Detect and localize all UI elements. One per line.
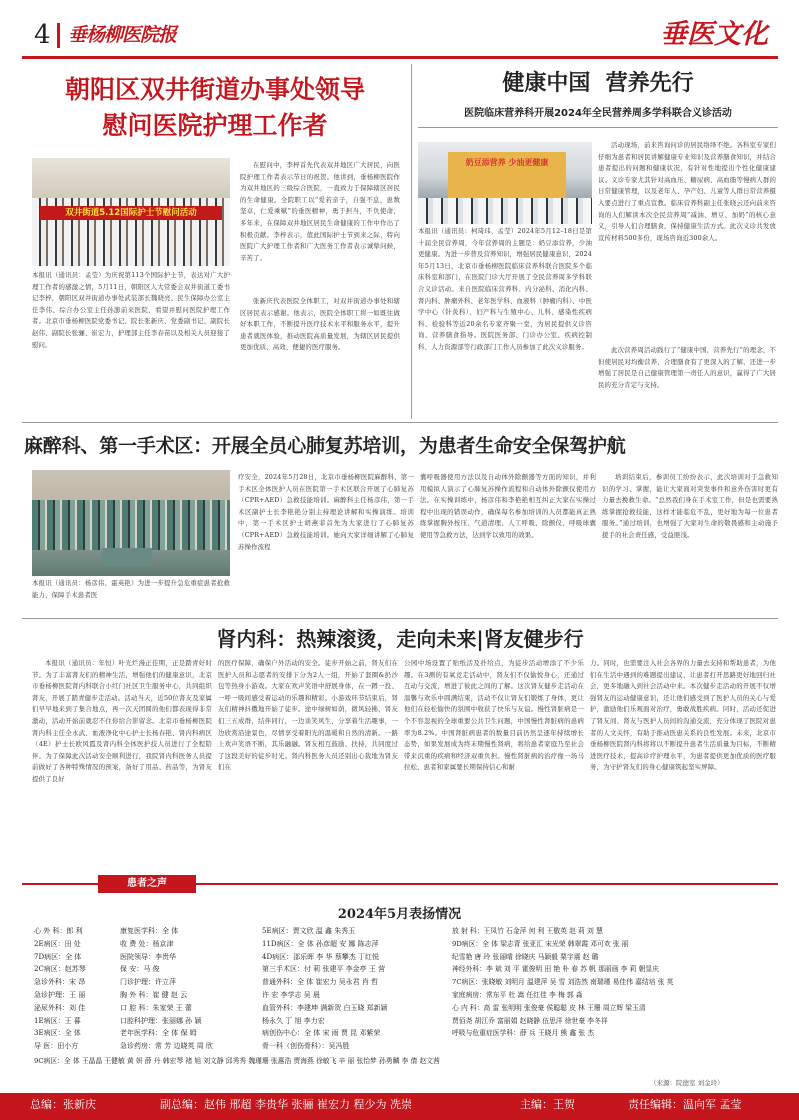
list-item: 血管外科：李建坤 满新贺 白玉晓 郑新颖	[262, 1003, 388, 1012]
list-item: 4D病区：邵乐晖 李 华 蔡攀杰 丁红悦	[262, 952, 379, 961]
section-rule-1	[22, 422, 778, 423]
list-item: 急诊护理：王 丽	[34, 990, 86, 999]
list-item: 急诊药房：常 芳 边晓英 周 欣	[120, 1042, 213, 1051]
article2-col3: 此次营养周活动践行了“健康中国，营养先行”的理念，不但使居民对均衡营养、合理膳食有了更深入的了解，还进一步增强了居民是自己健康管理第一责任人的意识，赢得了广大居民的充分肯定与支持。	[598, 346, 776, 389]
article2-col1: 本报讯（通讯员：柯琦玮、孟莹）2024年5月12–18日是第十届全民营养周，今年营养周的主题是：奶豆添营养，少油更健康。为进一步普及营养知识，增强居民健康意识，2024年5月13日，北京市垂杨柳医院临床营养科联合医院多个临床科室和部门，在医院门诊大厅开展了全民营养周多学科联合义诊活动。来自医院临床营养科、内分泌科、消化内科、肾内科、肿瘤外科、老年医学科、血液科（肿瘤内科）、中医学中心（针灸科）、妇产科与生殖中心、儿科、感染性疾病科、检验科等近20余名专家齐聚一堂，为居民提供义诊咨询、营养膳食指导。医院医务部、门诊办公室、疾病控制科、人力资源部等行政部门工作人员参加了此次义诊服务。	[418, 227, 592, 351]
list-item: 保 安：马 俊	[120, 965, 160, 974]
footer-responsible: 责任编辑：温向军 孟莹	[628, 1098, 742, 1111]
article3-title: 麻醉科、第一手术区：开展全员心肺复苏培训，为患者生命安全保驾护航	[24, 435, 626, 457]
list-item: 口腔科护理：张丽娜 孙 颖	[120, 1016, 202, 1025]
list-item: 放 射 科：王凤竹 石金萍 何 利 王敬英 赵 莉 刘 慧	[452, 927, 603, 935]
article3-photo	[32, 470, 230, 576]
article2-title: 健康中国 营养先行	[502, 71, 694, 96]
praise-col2	[120, 925, 260, 1053]
praise-banner: 患者之声	[98, 875, 196, 893]
header-rule	[22, 56, 778, 59]
article1-col3: 张新庆代表医院全体职工，对双井街道办事处和辖区居民表示感谢。他表示，医院全体职工将一如既往做好本职工作，不断提升医疗技术水平和服务水平，提升患者就医体验，推动医院高质量发展，为辖区居民提供更加优质、高效、便捷的医疗服务。	[240, 297, 400, 352]
page-number: 4	[34, 20, 51, 50]
article1-photo-banner: 双井街道5.12国际护士节慰问活动	[40, 206, 222, 220]
list-item: 老年医学科：全 体 保 姆	[120, 1029, 197, 1038]
list-item: 1E病区：王 暮	[34, 1016, 81, 1025]
list-item: 9D病区：全 体 梁志青 张亚汇 宋光荣 韩翠霞 邓可欢 张 丽	[452, 939, 629, 948]
list-item: 口 腔 科：朱家荣 王 蕾	[120, 1003, 192, 1012]
list-item: 家庭病房：常东平 杜 嵩 任红佳 李 梅 郭 淼	[452, 990, 583, 999]
list-item: 病创伤中心：全 体 宋 雨 贾 昆 邓紫荣	[262, 1029, 381, 1038]
list-item: 普通外科：全 体 崔宏力 吴永君 肖 哲	[262, 978, 379, 987]
list-item: 泌尿外科：刘 佳	[34, 1003, 86, 1012]
article4-col1: 本报讯（通讯员：年恒）叶光烂漫正佳期，正是踏青好时节。为了丰富肾友们的精神生活，增强他们的健康意识，北京市垂杨柳医院肾内科联合小红门社区卫生服务中心，共同组织肾友，开展了踏青健步走活动。活动当天，近50位肾友及家属们早早地来到了集合地点，再一次天团圆的他们都表现得非常激动，活动开始前就忍不住你给合影留念。北京市垂杨柳医院肾内科主任全永武、血液净化中心护士长杨春艳、肾内科病区（4E）护士长欧风霞及肾内科全体医护技人员进行了全程陪伴。为了保障此次活动安全顺利进行，我院肾内科医务人员提前做好了各种特殊情况的预案，备好了用品、药品等，为肾友提供了良好	[32, 659, 212, 783]
list-item: 收 费 处：杨京津	[120, 939, 174, 948]
list-item: 心 外 科：郎 利	[34, 927, 83, 935]
article3-col1: 疗安全，2024年5月28日，北京市垂杨柳医院麻醉科、第一手术区全体医护人员在医院第一手术区联合开展了心肺复苏（CPR+AED）急救技能培训。麻醉科主任杨彦伟，第一手术区副护士长李艳艳分别主持理论讲解和实操演练。培训中，第一手术区护士胡燕菲首先为大家进行了心肺复苏（CPR+AED）急救技能培训。她向大家详细讲解了心肺复苏操作流程	[238, 473, 414, 551]
article3-col2: 囊呼吸器使用方法以及自动体外除颤器等方面的知识，并利用模拟人演示了心肺复苏操作流程和自动体外除颤仪使用方法。在实操训练中，杨彦伟和李艳艳相互纠正大家在实操过程中出现的错误动作，确保每名参加培训的人员都能真正熟练掌握胸外按压、气道清理、人工呼吸、除颤仪、呼吸球囊使用等急救方法，达到学以致用的效果。	[420, 473, 596, 539]
praise-col3	[262, 925, 450, 1053]
list-item: 神经外科：李 斌 刘 平 霍俊明 田 艳 朴 春 苏 帆 那丽画 李 莉 朝显庆	[452, 965, 659, 974]
list-item: 纪雪艳 唐 玲 张丽晴 徐晓庆 马颖毅 栗宇震 赵 璐	[452, 952, 599, 961]
list-item: 第三手术区：付 莉 张建平 李金亭 王 营	[262, 965, 386, 974]
list-item: 7C病区：张晓敏 刘明月 温建萍 吴 雪 刘浩然 南瑞瑾 易佳伟 嘉结培 张 英	[452, 978, 674, 987]
article2-col2: 活动现场，前来咨询问诊的居民络绎不绝。各科室专家们仔细为患者和居民讲解健康专业知识及营养膳食知识，并结合患者提出的问题和健康状况，有针对性地提出个性化健康建议。义诊专家尤其针对高血压、糖尿病、高血脂等慢病人群的日常健康管理，以及老年人、孕产妇、儿童等人群日常营养摄入要点进行了重点宣教。临床营养科副主任张晓云还向前来咨询的人们解读本次全民营养周“减油、增豆、加奶”的核心意义，引导人们合理膳食，保持健康生活方式。此次义诊共发放宣传材料500多份，现场咨询近300余人。	[598, 141, 776, 242]
praise-col4	[452, 925, 778, 1040]
list-item: 门诊护理：许立萍	[120, 978, 176, 987]
paper-name: 垂杨柳医院报	[68, 24, 177, 46]
list-item: 胸 外 科：崔 健 赵 云	[120, 990, 188, 999]
list-item: 许 宏 李学志 吴 晨	[262, 990, 320, 999]
column-divider-top	[411, 64, 412, 419]
article2-rule	[418, 127, 778, 128]
list-item: 骨一科（创伤骨科）：吴冯胜	[262, 1042, 350, 1051]
section-rule-2	[22, 618, 778, 619]
list-item: 3E病区：全 体	[34, 1029, 81, 1038]
footer-editor: 主编：王贺	[520, 1098, 575, 1111]
article4-col2: 的医疗保障，确保户外活动的安全。徒步开始之前，肾友们在医护人员和志愿者的安排下分为2人一组，开始了套圈&扔沙包等热身小游戏。大家在欢声笑语中舒展身体，在一蹲一投、一呼一吸间感受着运动的乐趣和精彩。小游戏环节结束后，肾友们精神抖擞地开始了徒步。途中绿树如荫，微风轻拂，肾友们三五成群，结伴同行，一边谈笑风生，分享着生活趣事，一边欣赏沿途景色，尽情享受着阳光的温暖和自然的清新。一路上欢声笑语不断，其乐融融。肾友相互鼓励、扶持，共同度过了这段美好的徒步时光。肾内科医务人员还别出心裁地为肾友们在	[218, 659, 398, 772]
article2-photo	[418, 142, 592, 224]
list-item: 心 内 科：高 雷 张明明 张俊豪 侯聪聪 皮 林 王珊 周立辉 梁玉清	[452, 1003, 646, 1012]
footer-chief: 总编：张新庆	[30, 1098, 96, 1111]
list-item: 康复医学科：全 体	[120, 927, 179, 935]
article1-title	[26, 72, 404, 144]
article1-title-line1: 朝阳区双井街道办事处领导	[64, 75, 365, 104]
article2-photo-sign: 奶豆添营养 少油更健康	[465, 158, 549, 167]
list-item: 急诊外科：宋 昂	[34, 978, 86, 987]
praise-col1	[34, 925, 118, 1053]
article1-photo	[32, 158, 230, 266]
list-item: 2E病区：田 处	[34, 939, 81, 948]
praise-bottom-line: 9C病区：全 体 王晶晶 王健敏 黄 妍 薛 丹 韩宏琴 褚 旭 刘文静 邱秀秀 魏瑾珊 张惠浩 贾海燕 徐敏飞 辛 丽 张怡梦 孙勇麟 李 倩 赵文茜	[34, 1057, 440, 1065]
list-item: 医院领导：李贵华	[120, 952, 176, 961]
footer-deputies: 副总编：赵伟 邢超 李贵华 张骊 崔宏力 程少为 冼崇	[160, 1098, 412, 1111]
list-item: 贾佰尧 胡江乔 富丽娟 赵晓静 伍思洋 徐世豪 李冬祥	[452, 1016, 608, 1025]
article1-col2: 在慰问中，李梓首先代表双井地区广大居民，向医院护理工作者表示节日的祝贺。他讲到，垂杨柳医院作为双井地区的三级综合医院，一直致力于保障辖区居民的生命健康。全院职工以“爱若亲子，自强不息，患数坚卓，仁爱乘赋”的垂医精神，勇于担当，不负使命，多年来，在保障双井地区居民生命健康的工作中作出了积极贡献。李梓表示，值此国际护士节到来之际，特向医院广大护理工作者和广大医务工作者表示诚挚问候，辛苦了。	[240, 161, 400, 262]
article4-col3: 公园中场设置了贴纸活及扑给点，为徒步活动增添了不少乐趣。在3测的有氧竞走活动中，肾友们不仅愉悦身心，还通过互动与交流，增进了彼此之间的了解。这次肾友健步走活动在温馨与欢乐中圆满结束，活动不仅让肾友们锻炼了身体，更让他们在轻松愉快的氛围中收获了快乐与友谊。慢性肾脏病是一个不容忽视的全球重要公共卫生问题，中国慢性肾脏病的患病率为8.2%。中国肾脏病患者的数量目前仍然呈逐年持续增长态势，如果发展成为终末期慢性肾病，将给患者家庭乃至社会带来沉重的疾病和经济双重负担。慢性肾脏病的治疗像一场马拉松，患者和家属要长期保持信心和耐	[404, 659, 584, 772]
page-number-divider	[57, 23, 60, 48]
article2-subtitle: 医院临床营养科开展2024年全民营养周多学科联合义诊活动	[464, 108, 732, 119]
list-item: 杨永久 丁 旭 李力宏	[262, 1016, 325, 1025]
list-item: 导 医：田小方	[34, 1042, 79, 1051]
article3-caption: 本报讯（通讯员：杨彦伟、霍英艳）为进一步提升急危重症患者抢救能力，保障手术患者医	[32, 579, 230, 599]
article3-col3: 培训结束后，参训员工纷纷表示，此次培训对于急救知识的学习、掌握，能让大家面对突发事件和意外伤害时更有力量去挽救生命。“总然我们身在手术室工作，但是也需要熟练掌握抢救技能，这样才能临危不乱，更好地为每一位患者服务。”通过培训，也增强了大家对生命的敬畏感和主动施予援手的社会责任感，受益匪浅。	[602, 473, 778, 539]
list-item: 7D病区：全 体	[34, 952, 82, 961]
praise-title: 2024年5月表扬情况	[337, 907, 462, 922]
list-item: 呼吸与危重症医学科：薛 兵 王晓月 熊 鑫 张 杰	[452, 1029, 595, 1038]
list-item: 5E病区：贾文欣 温 鑫 朱秀玉	[262, 927, 356, 935]
article4-title: 肾内科：热辣滚烫，走向未来|肾友健步行	[216, 627, 584, 651]
list-item: 11D病区：全 体 孙彦超 安 娜 陈志萍	[262, 939, 379, 948]
list-item: 2C病区：赵苏琴	[34, 965, 86, 974]
masthead-footer	[0, 1093, 799, 1120]
article1-col1: 本报讯（通讯员：孟莹）为庆祝第113个国际护士节，表达对广大护理工作者的感激之情，5月11日，朝阳区人大常委会双井街道工委书记李梓，朝阳区双井街道办事处武装部长魏晓亮、民生保障办公室主任李伟、综合办公室主任孙澎前来医院，看望并慰问医院护理工作者。北京市垂杨柳医院党委书记、院长张新庆、党委副书记、副院长赵伟、副院长张骊、崔宏力，护理部主任李春苗以及相关人员迎接了慰问。	[32, 271, 230, 349]
article4-col4: 力。同时，也需要注入社会各界的力量去支持和帮助患者，为他们在生活中遇到的难题提出建议，让患者打开思路更好地回归社会，更多地融入到社会活动中来。本次健步走活动的开展不仅增强肾友的运动健康意识，还让他们感受到了医护人员的关心与爱护，激励他们乐观面对治疗，勇敢战胜疾病。同时，活动还促进了肾友间、肾友与医护人员间的沟通交流，充分体现了医院对患者的人文关怀，有助于推动医患关系的良性发展。未来，北京市垂杨柳医院肾内科将将以不断提升患者生活质量为目标，不断精进医疗技术，提高诊疗护理水平，为患者提供更加优质的医疗服务，为守护肾友们的身心健康筑起坚实屏障。	[590, 659, 776, 772]
section-title: 垂医文化	[660, 19, 768, 50]
praise-source: （来源：院德室 刘金玲）	[650, 1079, 724, 1087]
article1-title-line2: 慰问医院护理工作者	[102, 111, 328, 140]
